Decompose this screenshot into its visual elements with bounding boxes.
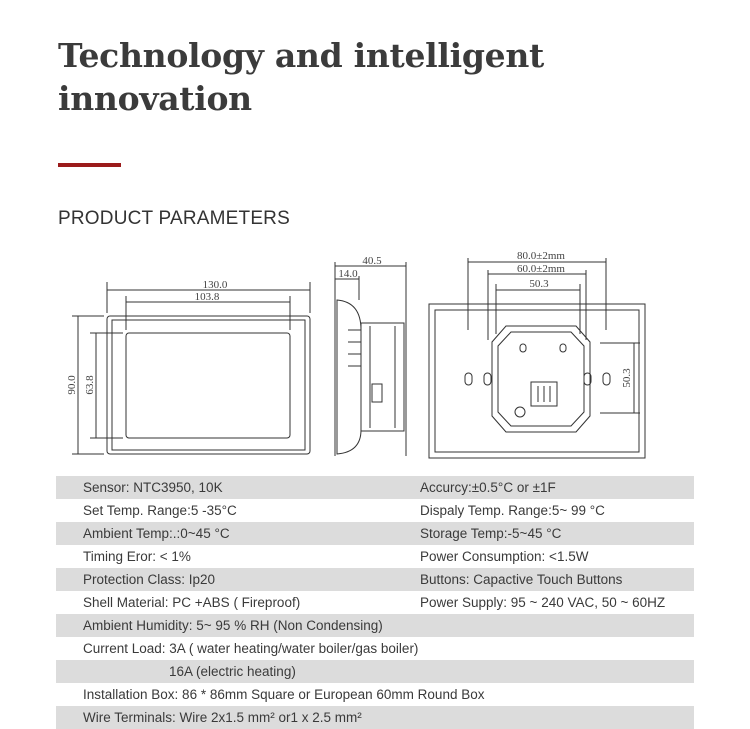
parameter-right: Power Consumption: <1.5W bbox=[420, 549, 589, 564]
parameter-row bbox=[56, 614, 694, 637]
parameter-right: Storage Temp:-5~45 °C bbox=[420, 526, 562, 541]
dim-hole-vertical: 50.3 bbox=[621, 368, 633, 388]
parameter-left: Ambient Humidity: 5~ 95 % RH (Non Condensing) bbox=[83, 618, 383, 633]
dim-hole-span-2: 60.0±2mm bbox=[517, 263, 565, 275]
parameter-row bbox=[56, 683, 694, 706]
parameter-left: Set Temp. Range:5 -35°C bbox=[83, 503, 237, 518]
parameter-row bbox=[56, 637, 694, 660]
parameter-left: Protection Class: Ip20 bbox=[83, 572, 216, 587]
dim-height-inner: 63.8 bbox=[84, 375, 96, 395]
parameter-row bbox=[56, 545, 694, 568]
parameter-right: Accurcy:±0.5°C or ±1F bbox=[420, 480, 556, 495]
dim-width-outer: 130.0 bbox=[202, 279, 228, 291]
parameter-right: Dispaly Temp. Range:5~ 99 °C bbox=[420, 503, 605, 518]
front-view-drawing bbox=[72, 282, 310, 454]
parameters-table bbox=[56, 476, 694, 729]
title-accent-bar bbox=[58, 163, 121, 167]
parameter-right: Buttons: Capactive Touch Buttons bbox=[420, 572, 623, 587]
dim-depth-front: 14.0 bbox=[338, 268, 358, 280]
parameter-row bbox=[56, 706, 694, 729]
title-line-2: innovation bbox=[58, 79, 252, 118]
parameter-right: Power Supply: 95 ~ 240 VAC, 50 ~ 60HZ bbox=[420, 595, 666, 610]
drawings-svg bbox=[0, 240, 750, 465]
title-line-1: Technology and intelligent bbox=[58, 36, 544, 75]
technical-drawings bbox=[0, 240, 750, 465]
parameter-left: 16A (electric heating) bbox=[169, 664, 296, 679]
parameter-left: Wire Terminals: Wire 2x1.5 mm² or1 x 2.5 mm² bbox=[83, 710, 362, 725]
dim-hole-span-1: 80.0±2mm bbox=[517, 250, 565, 262]
parameter-left: Current Load: 3A ( water heating/water boiler/gas boiler) bbox=[83, 641, 419, 656]
section-title: PRODUCT PARAMETERS bbox=[58, 208, 290, 229]
parameter-left: Shell Material: PC +ABS ( Fireproof) bbox=[83, 595, 301, 610]
side-view-drawing bbox=[335, 262, 406, 456]
parameter-left: Ambient Temp:.:0~45 °C bbox=[83, 526, 230, 541]
parameter-left: Sensor: NTC3950, 10K bbox=[83, 480, 223, 495]
dim-depth-total: 40.5 bbox=[362, 255, 382, 267]
parameter-row bbox=[56, 499, 694, 522]
dim-hole-span-3: 50.3 bbox=[529, 278, 549, 290]
parameter-row bbox=[56, 568, 694, 591]
parameter-row bbox=[56, 522, 694, 545]
parameter-row bbox=[56, 660, 694, 683]
dim-width-inner: 103.8 bbox=[194, 291, 220, 303]
parameter-row bbox=[56, 591, 694, 614]
parameter-row bbox=[56, 476, 694, 499]
dim-height-outer: 90.0 bbox=[66, 375, 78, 395]
parameter-left: Installation Box: 86 * 86mm Square or European 60mm Round Box bbox=[83, 687, 485, 702]
parameter-left: Timing Eror: < 1% bbox=[83, 549, 191, 564]
page-title bbox=[58, 34, 544, 120]
